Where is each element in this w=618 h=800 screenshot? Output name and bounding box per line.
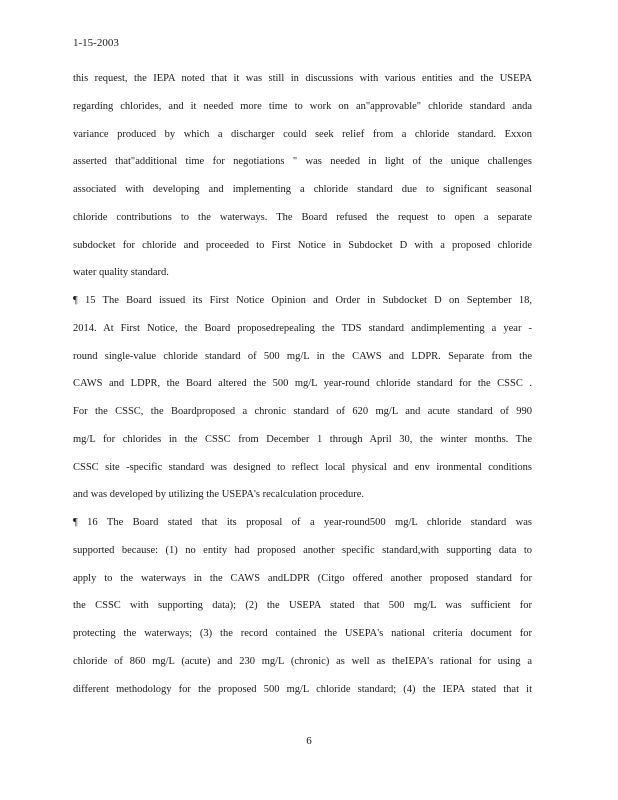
text-line: round single-value chloride standard of 500 mg/L in the CAWS and LDPR. Separate from the — [73, 350, 532, 362]
text-line: water quality standard. — [73, 267, 169, 279]
text-line: supported because: (1) no entity had proposed another specific standard,with supporting data to — [73, 544, 532, 556]
text-line: subdocket for chloride and proceeded to First Notice in Subdocket D with a proposed chloride — [73, 239, 532, 251]
paragraph-16-line: ¶ 16 The Board stated that its proposal of a year-round500 mg/L chloride standard was — [73, 517, 532, 528]
text-line: the CSSC with supporting data); (2) the USEPA stated that 500 mg/L was sufficient for — [73, 600, 532, 612]
paragraph-15-line: ¶ 15 The Board issued its First Notice Opinion and Order in Subdocket D on September 18, — [73, 295, 532, 306]
text-line: CAWS and LDPR, the Board altered the 500 mg/L year-round chloride standard for the CSSC . — [73, 378, 532, 390]
body-text — [73, 72, 532, 710]
text-line: mg/L for chlorides in the CSSC from December 1 through April 30, the winter months. The — [73, 433, 532, 445]
text-line: and was developed by utilizing the USEPA's recalculation procedure. — [73, 489, 365, 501]
text-line: For the CSSC, the Boardproposed a chronic standard of 620 mg/L and acute standard of 990 — [73, 406, 532, 417]
page-number: 6 — [306, 735, 312, 747]
text-line: regarding chlorides, and it needed more time to work on an"approvable" chloride standard anda — [73, 100, 532, 112]
text-line: chloride of 860 mg/L (acute) and 230 mg/L (chronic) as well as theIEPA's rational for using a — [73, 655, 532, 667]
text-line: this request, the IEPA noted that it was still in discussions with various entities and the USEPA — [73, 73, 532, 84]
text-line: protecting the waterways; (3) the record contained the USEPA's national criteria document for — [73, 628, 532, 639]
text-line: different methodology for the proposed 500 mg/L chloride standard; (4) the IEPA stated that it — [73, 683, 532, 695]
text-line: CSSC site -specific standard was designed to reflect local physical and env ironmental conditions — [73, 461, 532, 473]
text-line: variance produced by which a discharger could seek relief from a chloride standard. Exxon — [73, 128, 532, 140]
text-line: chloride contributions to the waterways. The Board refused the request to open a separate — [73, 211, 532, 223]
text-line: associated with developing and implementing a chloride standard due to significant seasonal — [73, 184, 532, 195]
text-line: 2014. At First Notice, the Board proposedrepealing the TDS standard andimplementing a year - — [73, 322, 532, 334]
text-line: asserted that"additional time for negotiations " was needed in light of the unique challenges — [73, 156, 532, 168]
text-line: apply to the waterways in the CAWS andLDPR (Citgo offered another proposed standard for — [73, 572, 532, 584]
header-date: 1-15-2003 — [73, 37, 119, 49]
